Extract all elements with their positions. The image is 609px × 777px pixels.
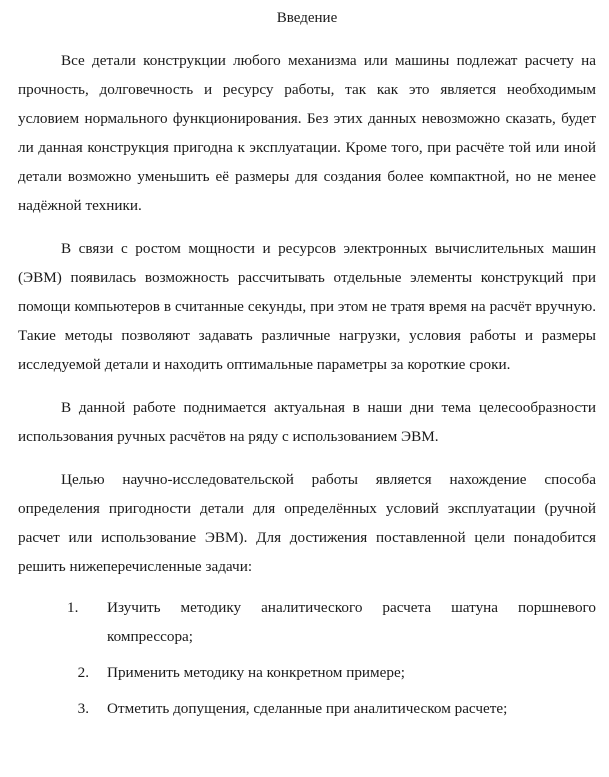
task-list	[18, 593, 596, 723]
section-title: Введение	[276, 10, 338, 26]
task-item	[18, 694, 596, 723]
paragraph-computers: В связи с ростом мощности и ресурсов электронных вычислительных машин (ЭВМ) появилась возможность рассчитывать отдельные элементы конструкций при помощи компьютеров в считанные секунды, при этом не тратя время на расчёт вручную. Такие методы позволяют задавать различные нагрузки, условия работы и размеры исследуемой детали и находить оптимальные параметры за короткие сроки.	[18, 240, 596, 373]
paragraph-intro: Все детали конструкции любого механизма или машины подлежат расчету на прочность, долговечность и ресурсу работы, так как это является необходимым условием нормального функционирования. Без этих данных невозможно сказать, будет ли данная конструкция пригодна к эксплуатации. Кроме того, при расчёте той или иной детали возможно уменьшить её размеры для создания более компактной, но не менее надёжной техники.	[18, 52, 596, 214]
task-number: 2.	[77, 664, 89, 681]
task-number: 3.	[77, 700, 89, 717]
task-text: Изучить методику аналитического расчета шатуна поршневого компрессора;	[107, 599, 596, 645]
task-item	[18, 658, 596, 687]
document-page	[18, 0, 596, 730]
paragraph-topic: В данной работе поднимается актуальная в наши дни тема целесообразности использования ручных расчётов на ряду с использованием ЭВМ.	[18, 399, 596, 445]
task-item	[18, 593, 596, 651]
task-text: Применить методику на конкретном примере;	[107, 664, 405, 681]
task-number: 1.	[67, 599, 79, 616]
task-text: Отметить допущения, сделанные при аналитическом расчете;	[107, 700, 508, 717]
paragraph-goal: Целью научно-исследовательской работы является нахождение способа определения пригодности детали для определённых условий эксплуатации (ручной расчет или использование ЭВМ). Для достижения поставленной цели понадобится решить нижеперечисленные задачи:	[18, 471, 596, 575]
